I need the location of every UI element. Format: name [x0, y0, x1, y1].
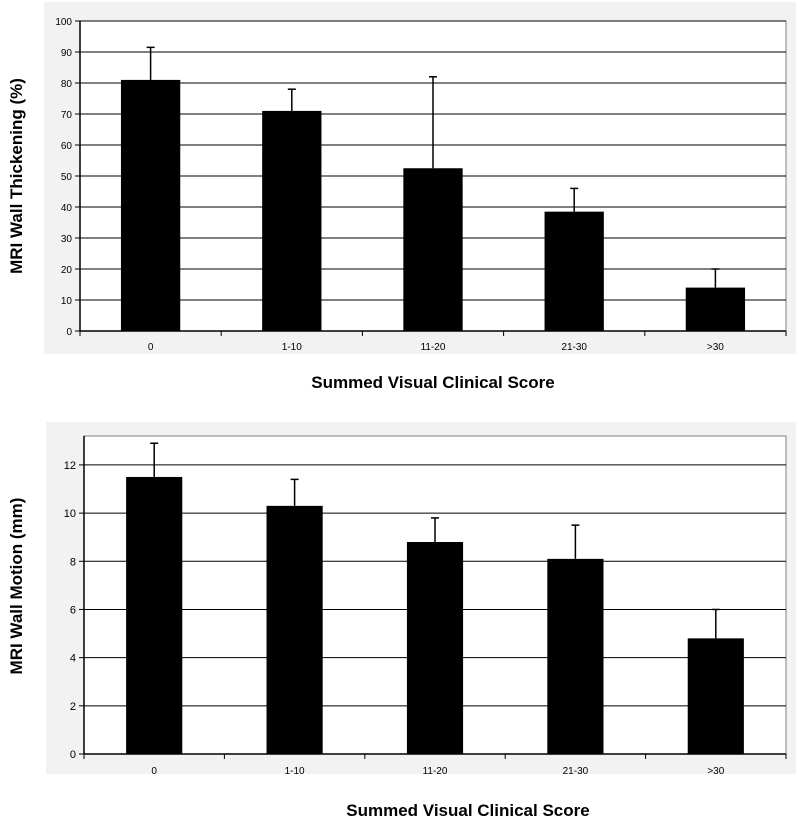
- x-tick-label: 11-20: [420, 342, 446, 353]
- bar-3: [403, 168, 462, 331]
- y-tick-label: 30: [60, 234, 72, 245]
- x-tick-label: 1-10: [281, 342, 302, 353]
- y-tick-label: 10: [63, 508, 76, 521]
- x-axis-title: Summed Visual Clinical Score: [346, 801, 590, 820]
- bar-5: [686, 288, 745, 331]
- wall-motion-chart-svg: [0, 418, 800, 824]
- y-tick-label: 90: [60, 48, 72, 59]
- y-tick-label: 80: [60, 79, 72, 90]
- y-tick-label: 100: [55, 17, 72, 28]
- x-tick-label: 11-20: [422, 766, 448, 777]
- y-tick-label: 20: [60, 265, 72, 276]
- bar-2: [267, 506, 323, 754]
- y-tick-label: 40: [60, 203, 72, 214]
- bar-4: [545, 212, 604, 331]
- wall-thickening-chart-svg: [0, 0, 800, 400]
- bar-3: [407, 542, 463, 754]
- y-tick-label: 12: [63, 459, 76, 472]
- y-tick-label: 6: [69, 604, 76, 617]
- x-tick-label: 1-10: [284, 766, 305, 777]
- bar-4: [547, 559, 603, 754]
- y-tick-label: 60: [60, 141, 72, 152]
- x-axis-title: Summed Visual Clinical Score: [311, 373, 555, 392]
- bar-5: [688, 638, 744, 754]
- bar-1: [121, 80, 180, 331]
- y-tick-label: 2: [69, 700, 76, 713]
- y-tick-label: 0: [69, 749, 76, 761]
- x-tick-label: 0: [151, 766, 157, 777]
- x-tick-label: >30: [707, 766, 725, 777]
- x-tick-label: 0: [147, 342, 154, 353]
- x-tick-label: 21-30: [561, 342, 587, 353]
- y-axis-title: MRI Wall Thickening (%): [7, 78, 26, 274]
- y-tick-label: 70: [60, 110, 72, 121]
- bar-1: [126, 477, 182, 754]
- wall-thickening-chart: [0, 0, 800, 400]
- bar-2: [262, 111, 321, 331]
- wall-motion-chart: [0, 418, 800, 824]
- y-tick-label: 10: [60, 296, 72, 307]
- y-tick-label: 4: [69, 652, 76, 665]
- y-tick-label: 0: [66, 327, 72, 338]
- x-tick-label: 21-30: [562, 766, 589, 777]
- y-axis-title: MRI Wall Motion (mm): [7, 497, 26, 675]
- y-tick-label: 8: [69, 556, 76, 569]
- y-tick-label: 50: [60, 172, 72, 183]
- x-tick-label: >30: [706, 342, 724, 353]
